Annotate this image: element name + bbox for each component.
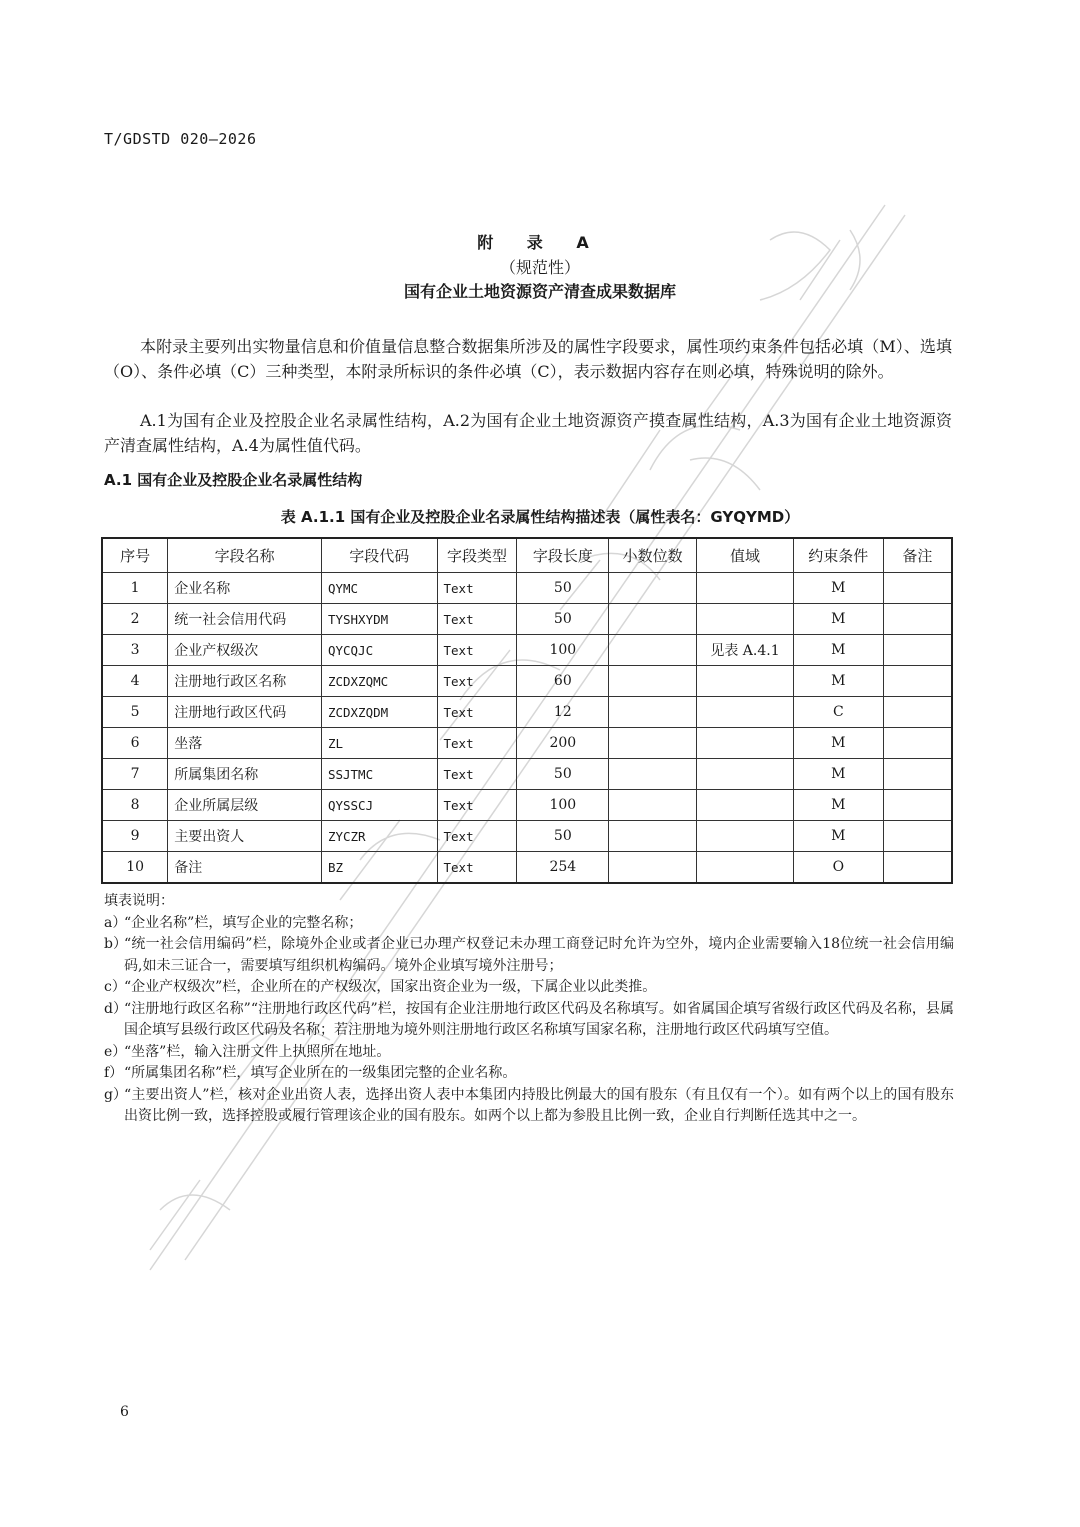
cell-remark xyxy=(883,728,952,759)
cell-field-length: 60 xyxy=(517,666,609,697)
cell-remark xyxy=(883,666,952,697)
cell-remark xyxy=(883,697,952,728)
header-cell: 字段代码 xyxy=(321,538,437,573)
note-item xyxy=(104,913,954,935)
cell-domain xyxy=(697,573,794,604)
table-row xyxy=(102,635,952,666)
note-item xyxy=(104,1085,954,1128)
cell-field-name: 主要出资人 xyxy=(168,821,322,852)
notes-title: 填表说明： xyxy=(104,893,174,909)
cell-field-name: 坐落 xyxy=(168,728,322,759)
header-cell: 字段名称 xyxy=(168,538,322,573)
cell-decimals xyxy=(609,573,697,604)
intro-paragraph-2: A.1为国有企业及控股企业名录属性结构，A.2为国有企业土地资源资产摸查属性结构，A.3为国有企业土地资源资产清查属性结构，A.4为属性值代码。 xyxy=(104,411,952,455)
cell-decimals xyxy=(609,666,697,697)
cell-field-length: 12 xyxy=(517,697,609,728)
cell-field-length: 50 xyxy=(517,759,609,790)
table-row xyxy=(102,759,952,790)
standard-code: T/GDSTD 020—2026 xyxy=(104,130,257,148)
cell-index: 7 xyxy=(102,759,168,790)
note-item xyxy=(104,1063,954,1085)
cell-domain xyxy=(697,790,794,821)
cell-field-type: Text xyxy=(437,852,517,884)
cell-field-name: 企业所属层级 xyxy=(168,790,322,821)
header-cell: 字段长度 xyxy=(517,538,609,573)
note-text: “企业产权级次”栏，企业所在的产权级次，国家出资企业为一级，下属企业以此类推。 xyxy=(124,979,657,995)
cell-index: 8 xyxy=(102,790,168,821)
cell-field-length: 50 xyxy=(517,604,609,635)
cell-field-code: ZCDXZQMC xyxy=(321,666,437,697)
cell-domain xyxy=(697,604,794,635)
cell-constraint: M xyxy=(793,821,883,852)
cell-field-name: 注册地行政区名称 xyxy=(168,666,322,697)
note-item xyxy=(104,999,954,1042)
cell-decimals xyxy=(609,728,697,759)
cell-field-name: 统一社会信用代码 xyxy=(168,604,322,635)
note-item xyxy=(104,934,954,977)
cell-index: 2 xyxy=(102,604,168,635)
cell-constraint: M xyxy=(793,790,883,821)
cell-constraint: O xyxy=(793,852,883,884)
table-row xyxy=(102,852,952,884)
note-text: “企业名称”栏，填写企业的完整名称； xyxy=(124,914,363,931)
cell-field-name: 所属集团名称 xyxy=(168,759,322,790)
table-row xyxy=(102,573,952,604)
note-text: “统一社会信用编码”栏，除境外企业或者企业已办理产权登记未办理工商登记时允许为空外，境内企业需要输入18位统一社会信用编码,如未三证合一，需要填写组织机构编码。境外企业填写境外注册号； xyxy=(124,936,954,974)
table-row xyxy=(102,821,952,852)
cell-index: 1 xyxy=(102,573,168,604)
cell-field-type: Text xyxy=(437,635,517,666)
cell-field-type: Text xyxy=(437,728,517,759)
note-item xyxy=(104,1042,954,1064)
cell-constraint: M xyxy=(793,635,883,666)
cell-remark xyxy=(883,790,952,821)
table-row xyxy=(102,790,952,821)
cell-field-code: TYSHXYDM xyxy=(321,604,437,635)
cell-field-length: 100 xyxy=(517,635,609,666)
cell-constraint: M xyxy=(793,759,883,790)
cell-domain xyxy=(697,852,794,884)
cell-field-code: ZYCZR xyxy=(321,821,437,852)
cell-field-name: 备注 xyxy=(168,852,322,884)
table-row xyxy=(102,666,952,697)
header-cell: 字段类型 xyxy=(437,538,517,573)
cell-index: 10 xyxy=(102,852,168,884)
cell-field-name: 注册地行政区代码 xyxy=(168,697,322,728)
cell-field-code: SSJTMC xyxy=(321,759,437,790)
cell-decimals xyxy=(609,790,697,821)
header-cell: 小数位数 xyxy=(609,538,697,573)
cell-field-length: 254 xyxy=(517,852,609,884)
note-label: a） xyxy=(104,914,127,931)
cell-remark xyxy=(883,604,952,635)
appendix-label: 附 录 A xyxy=(477,233,603,252)
header-cell: 备注 xyxy=(883,538,952,573)
cell-field-name: 企业产权级次 xyxy=(168,635,322,666)
section-title: A.1 国有企业及控股企业名录属性结构 xyxy=(104,471,363,489)
cell-remark xyxy=(883,573,952,604)
cell-decimals xyxy=(609,604,697,635)
cell-domain xyxy=(697,697,794,728)
cell-decimals xyxy=(609,697,697,728)
table-row xyxy=(102,728,952,759)
cell-remark xyxy=(883,821,952,852)
cell-domain: 见表 A.4.1 xyxy=(697,635,794,666)
page-number: 6 xyxy=(120,1404,129,1420)
cell-field-length: 100 xyxy=(517,790,609,821)
header-cell: 约束条件 xyxy=(793,538,883,573)
header-cell: 值域 xyxy=(697,538,794,573)
cell-decimals xyxy=(609,759,697,790)
cell-field-type: Text xyxy=(437,821,517,852)
header-cell: 序号 xyxy=(102,538,168,573)
attribute-table xyxy=(101,537,953,884)
cell-field-type: Text xyxy=(437,790,517,821)
note-label: c） xyxy=(104,979,126,995)
cell-field-code: QYMC xyxy=(321,573,437,604)
cell-remark xyxy=(883,759,952,790)
cell-remark xyxy=(883,852,952,884)
cell-field-code: ZCDXZQDM xyxy=(321,697,437,728)
note-text: “所属集团名称”栏，填写企业所在的一级集团完整的企业名称。 xyxy=(124,1065,517,1081)
cell-field-code: BZ xyxy=(321,852,437,884)
cell-field-type: Text xyxy=(437,573,517,604)
cell-field-code: QYSSCJ xyxy=(321,790,437,821)
cell-decimals xyxy=(609,821,697,852)
cell-field-type: Text xyxy=(437,759,517,790)
cell-index: 4 xyxy=(102,666,168,697)
cell-remark xyxy=(883,635,952,666)
cell-domain xyxy=(697,821,794,852)
note-label: g） xyxy=(104,1086,127,1103)
note-text: “注册地行政区名称”“注册地行政区代码”栏，按国有企业注册地行政区代码及名称填写。如省属国企填写省级行政区代码及名称，县属国企填写县级行政区代码及名称；若注册地为境外则注册地行政区名称填写国家名称，注册地行政区代码填写空值。 xyxy=(124,1000,954,1038)
cell-field-type: Text xyxy=(437,666,517,697)
cell-index: 5 xyxy=(102,697,168,728)
fill-instructions xyxy=(104,891,954,1128)
cell-field-length: 200 xyxy=(517,728,609,759)
cell-field-name: 企业名称 xyxy=(168,573,322,604)
note-label: b） xyxy=(104,936,127,952)
table-row xyxy=(102,697,952,728)
cell-field-length: 50 xyxy=(517,821,609,852)
note-label: e） xyxy=(104,1043,127,1060)
table-row xyxy=(102,604,952,635)
note-text: “坐落”栏，输入注册文件上执照所在地址。 xyxy=(124,1043,391,1060)
appendix-nature: （规范性） xyxy=(499,258,580,277)
cell-index: 6 xyxy=(102,728,168,759)
cell-constraint: M xyxy=(793,666,883,697)
cell-decimals xyxy=(609,852,697,884)
note-item xyxy=(104,977,954,999)
cell-field-type: Text xyxy=(437,604,517,635)
appendix-title: 国有企业土地资源资产清查成果数据库 xyxy=(403,282,676,301)
cell-domain xyxy=(697,666,794,697)
cell-index: 3 xyxy=(102,635,168,666)
table-header-row xyxy=(102,538,952,573)
table-caption: 表 A.1.1 国有企业及控股企业名录属性结构描述表（属性表名：GYQYMD） xyxy=(280,508,800,526)
cell-field-type: Text xyxy=(437,697,517,728)
note-label: d） xyxy=(104,1000,127,1017)
note-label: f） xyxy=(104,1065,124,1081)
cell-constraint: C xyxy=(793,697,883,728)
cell-field-length: 50 xyxy=(517,573,609,604)
cell-domain xyxy=(697,728,794,759)
cell-field-code: QYCQJC xyxy=(321,635,437,666)
cell-domain xyxy=(697,759,794,790)
cell-decimals xyxy=(609,635,697,666)
cell-constraint: M xyxy=(793,604,883,635)
cell-field-code: ZL xyxy=(321,728,437,759)
cell-constraint: M xyxy=(793,573,883,604)
intro-paragraph-1: 本附录主要列出实物量信息和价值量信息整合数据集所涉及的属性字段要求，属性项约束条件包括必填（M）、选填（O）、条件必填（C）三种类型，本附录所标识的条件必填（C），表示数据内容存在则必填，特殊说明的除外。 xyxy=(104,337,952,381)
note-text: “主要出资人”栏，核对企业出资人表，选择出资人表中本集团内持股比例最大的国有股东（有且仅有一个）。如有两个以上的国有股东出资比例一致，选择控股或履行管理该企业的国有股东。如两个以上都为参股且比例一致，企业自行判断任选其中之一。 xyxy=(124,1086,954,1124)
cell-constraint: M xyxy=(793,728,883,759)
cell-index: 9 xyxy=(102,821,168,852)
